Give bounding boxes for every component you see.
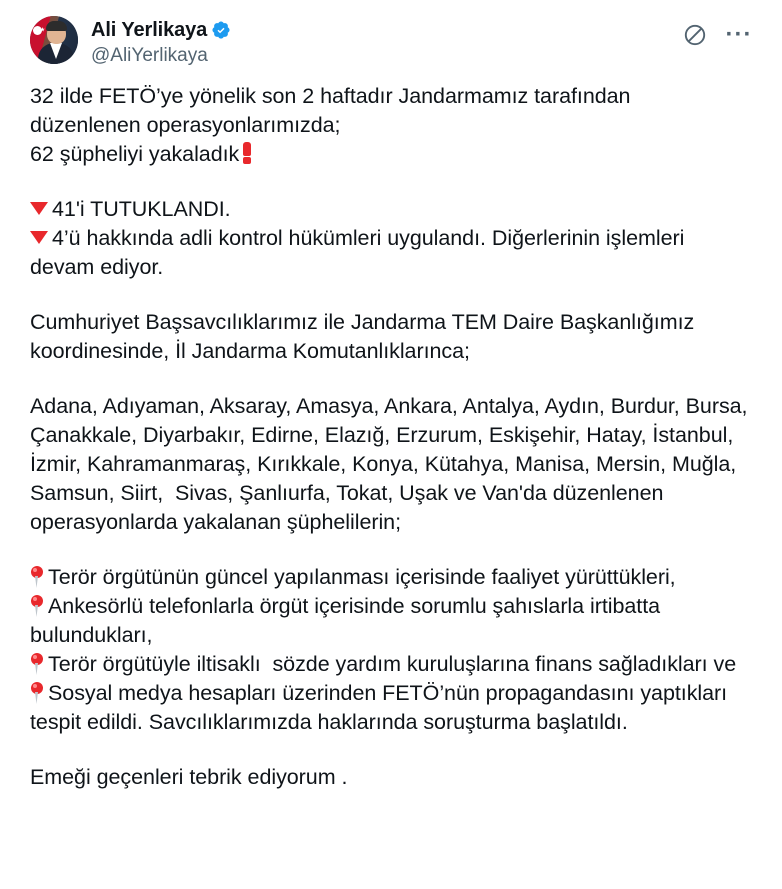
paragraph-intro: [30, 82, 752, 169]
intro-line-3: 62 şüpheliyi yakaladık: [30, 142, 240, 166]
tweet-header: [30, 16, 752, 68]
display-name-row: [91, 18, 231, 42]
detention-line-2: 4’ü hakkında adli kontrol hükümleri uygulandı. Diğerlerinin işlemleri devam ediyor.: [30, 226, 691, 279]
paragraph-findings: [30, 563, 752, 737]
avatar-hair: [46, 21, 67, 31]
account-names: [91, 16, 231, 68]
flag-star-icon: [33, 26, 42, 35]
detention-line-1: 41'i TUTUKLANDI.: [52, 197, 231, 221]
pushpin-icon: [30, 682, 44, 704]
display-name[interactable]: Ali Yerlikaya: [91, 19, 208, 41]
avatar[interactable]: [30, 16, 78, 64]
red-triangle-down-icon: [30, 231, 48, 244]
pushpin-icon: [30, 566, 44, 588]
intro-line-2: düzenlenen operasyonlarımızda;: [30, 113, 341, 137]
pushpin-icon: [30, 595, 44, 617]
red-triangle-down-icon: [30, 202, 48, 215]
intro-line-1: 32 ilde FETÖ’ye yönelik son 2 haftadır Jandarmamız tarafından: [30, 84, 631, 108]
more-dots-glyph: ···: [725, 21, 753, 48]
account-handle[interactable]: @AliYerlikaya: [91, 45, 208, 66]
exclamation-mark-icon: [242, 142, 253, 164]
verified-badge-icon: [211, 20, 231, 40]
more-options-icon[interactable]: [726, 22, 752, 48]
not-interested-icon[interactable]: [682, 22, 708, 48]
finding-item-2: Ankesörlü telefonlarla örgüt içerisinde sorumlu şahıslarla irtibatta bulundukları,: [30, 594, 666, 647]
pushpin-icon: [30, 653, 44, 675]
paragraph-coordination: Cumhuriyet Başsavcılıklarımız ile Jandarma TEM Daire Başkanlığımız koordinesinde, İl Jandarma Komutanlıklarınca;: [30, 310, 701, 363]
paragraph-detentions: [30, 195, 752, 282]
paragraph-provinces: Adana, Adıyaman, Aksaray, Amasya, Ankara, Antalya, Aydın, Burdur, Bursa, Çanakkale, Diyarbakır, Edirne, Elazığ, Erzurum, Eskişehir, Hatay, İstanbul, İzmir, Kahramanmaraş, Kırıkkale, Konya, Kütahya, Manisa, Mersin, Muğla, Samsun, Siirt, Sivas, Şanlıurfa, Tokat, Uşak ve Van'da düzenlenen operasyonlarda yakalanan şüphelilerin;: [30, 394, 754, 534]
finding-item-3: Terör örgütüyle iltisaklı sözde yardım kuruluşlarına finans sağladıkları ve: [48, 652, 737, 676]
finding-item-4: Sosyal medya hesapları üzerinden FETÖ’nün propagandasını yaptıkları tespit edildi. Savcılıklarımızda haklarında soruşturma başlatıldı.: [30, 681, 734, 734]
header-actions: [682, 16, 752, 48]
finding-item-1: Terör örgütünün güncel yapılanması içerisinde faaliyet yürüttükleri,: [48, 565, 676, 589]
paragraph-closing: Emeği geçenleri tebrik ediyorum .: [30, 765, 348, 789]
tweet-text: [30, 82, 752, 792]
